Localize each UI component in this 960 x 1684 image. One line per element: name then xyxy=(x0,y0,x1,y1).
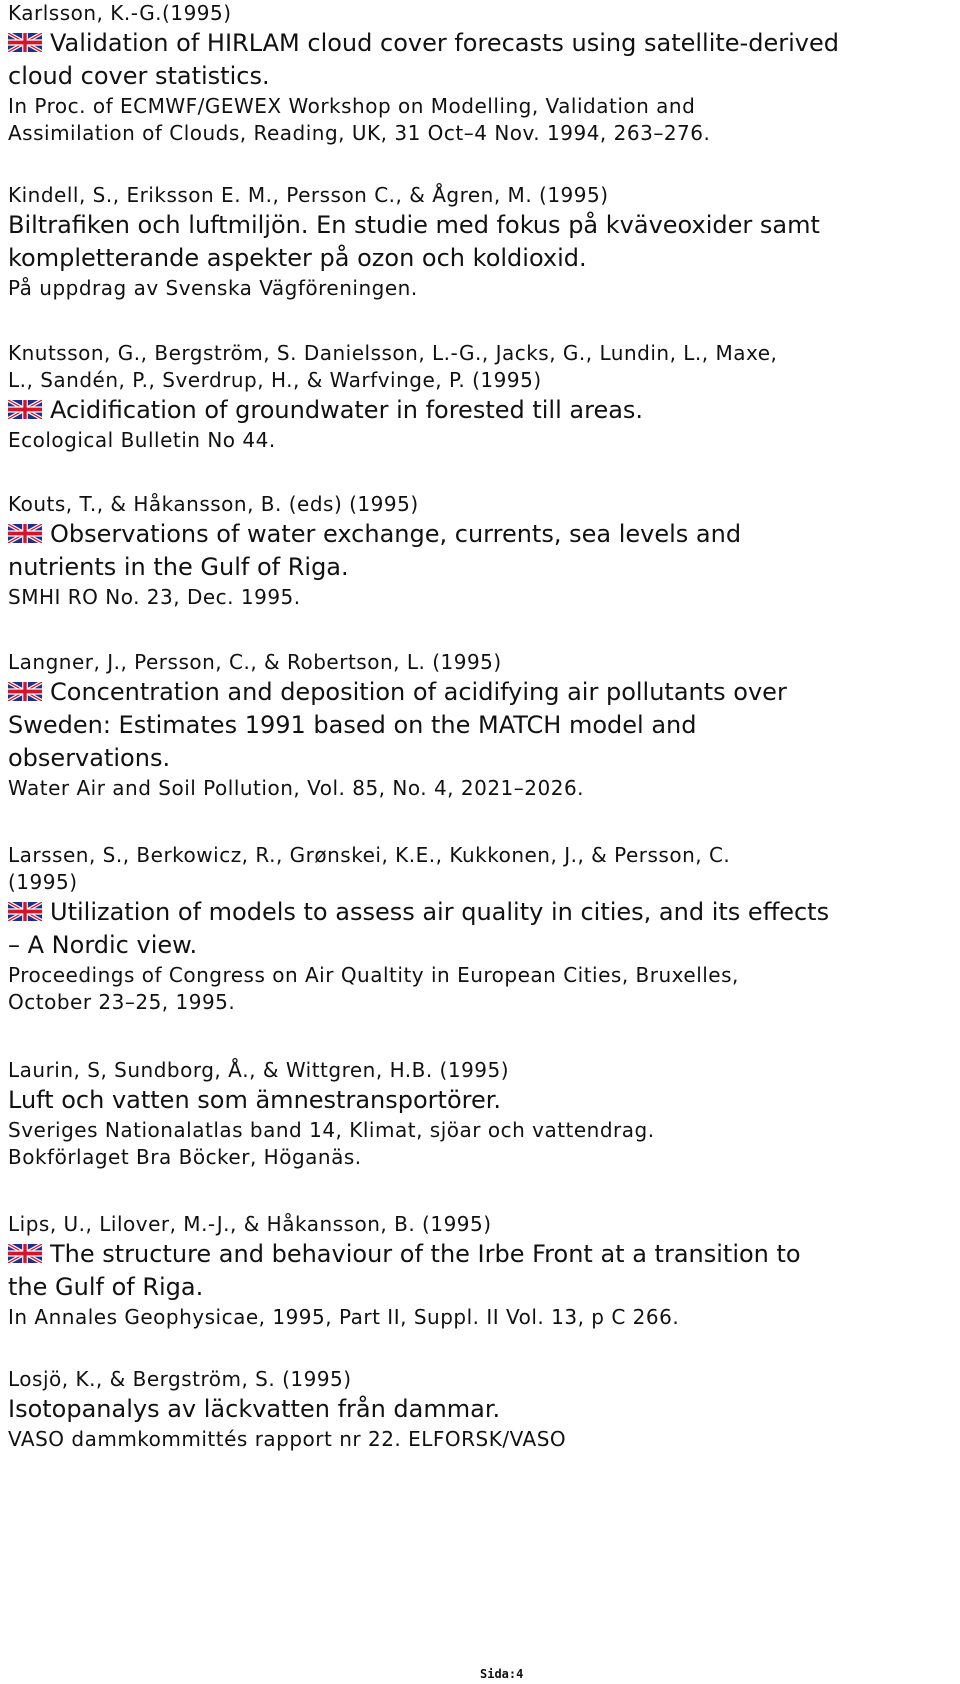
reference-authors: Kouts, T., & Håkansson, B. (eds) (1995) xyxy=(8,492,419,516)
reference-source: Ecological Bulletin No 44. xyxy=(8,428,276,452)
uk-flag-icon xyxy=(8,1244,42,1263)
reference-authors: Langner, J., Persson, C., & Robertson, L. (1995) xyxy=(8,650,502,674)
reference-title: kompletterande aspekter på ozon och koldioxid. xyxy=(8,244,587,272)
reference-source: Sveriges Nationalatlas band 14, Klimat, sjöar och vattendrag. xyxy=(8,1118,655,1142)
uk-flag-icon xyxy=(8,682,42,701)
reference-entry xyxy=(8,1366,952,1453)
reference-entry xyxy=(8,0,952,147)
reference-title: Utilization of models to assess air quality in cities, and its effects xyxy=(8,896,952,929)
page-number: Sida:4 xyxy=(480,1667,524,1681)
reference-source: Assimilation of Clouds, Reading, UK, 31 Oct–4 Nov. 1994, 263–276. xyxy=(8,121,711,145)
reference-title: Observations of water exchange, currents, sea levels and xyxy=(8,518,952,551)
uk-flag-icon xyxy=(8,902,42,921)
reference-title: cloud cover statistics. xyxy=(8,62,270,90)
reference-entry xyxy=(8,491,952,611)
uk-flag-icon xyxy=(8,400,42,419)
reference-entry xyxy=(8,1057,952,1171)
reference-authors: L., Sandén, P., Sverdrup, H., & Warfvinge, P. (1995) xyxy=(8,368,542,392)
reference-entry xyxy=(8,649,952,802)
reference-authors: Losjö, K., & Bergström, S. (1995) xyxy=(8,1367,352,1391)
reference-source: October 23–25, 1995. xyxy=(8,990,236,1014)
reference-authors: Lips, U., Lilover, M.-J., & Håkansson, B. (1995) xyxy=(8,1212,492,1236)
reference-authors: Knutsson, G., Bergström, S. Danielsson, L.-G., Jacks, G., Lundin, L., Maxe, xyxy=(8,341,778,365)
reference-title: Concentration and deposition of acidifying air pollutants over xyxy=(8,676,952,709)
reference-entry xyxy=(8,1211,952,1331)
reference-title: the Gulf of Riga. xyxy=(8,1273,204,1301)
reference-authors: Laurin, S, Sundborg, Å., & Wittgren, H.B. (1995) xyxy=(8,1058,510,1082)
reference-source: VASO dammkommittés rapport nr 22. ELFORSK/VASO xyxy=(8,1427,567,1451)
reference-source: In Annales Geophysicae, 1995, Part II, Suppl. II Vol. 13, p C 266. xyxy=(8,1305,680,1329)
reference-title: Validation of HIRLAM cloud cover forecasts using satellite-derived xyxy=(8,27,952,60)
reference-entry xyxy=(8,340,952,454)
reference-title: – A Nordic view. xyxy=(8,931,198,959)
reference-source: In Proc. of ECMWF/GEWEX Workshop on Modelling, Validation and xyxy=(8,94,696,118)
uk-flag-icon xyxy=(8,524,42,543)
reference-source: Bokförlaget Bra Böcker, Höganäs. xyxy=(8,1145,362,1169)
reference-source: Proceedings of Congress on Air Qualtity in European Cities, Bruxelles, xyxy=(8,963,739,987)
reference-entry xyxy=(8,842,952,1016)
reference-source: På uppdrag av Svenska Vägföreningen. xyxy=(8,276,418,300)
reference-entry xyxy=(8,182,952,302)
reference-title: observations. xyxy=(8,744,171,772)
reference-title: Sweden: Estimates 1991 based on the MATCH model and xyxy=(8,711,697,739)
reference-authors: Kindell, S., Eriksson E. M., Persson C., & Ågren, M. (1995) xyxy=(8,183,609,207)
reference-title: The structure and behaviour of the Irbe Front at a transition to xyxy=(8,1238,952,1271)
reference-title: Biltrafiken och luftmiljön. En studie med fokus på kväveoxider samt xyxy=(8,211,820,239)
reference-authors: Karlsson, K.-G.(1995) xyxy=(8,1,232,25)
reference-title: Acidification of groundwater in forested till areas. xyxy=(8,394,952,427)
uk-flag-icon xyxy=(8,33,42,52)
reference-source: Water Air and Soil Pollution, Vol. 85, No. 4, 2021–2026. xyxy=(8,776,585,800)
reference-authors: Larssen, S., Berkowicz, R., Grønskei, K.E., Kukkonen, J., & Persson, C. xyxy=(8,843,731,867)
reference-source: SMHI RO No. 23, Dec. 1995. xyxy=(8,585,301,609)
reference-title: nutrients in the Gulf of Riga. xyxy=(8,553,349,581)
reference-title: Luft och vatten som ämnestransportörer. xyxy=(8,1086,502,1114)
reference-authors: (1995) xyxy=(8,870,78,894)
reference-title: Isotopanalys av läckvatten från dammar. xyxy=(8,1395,501,1423)
